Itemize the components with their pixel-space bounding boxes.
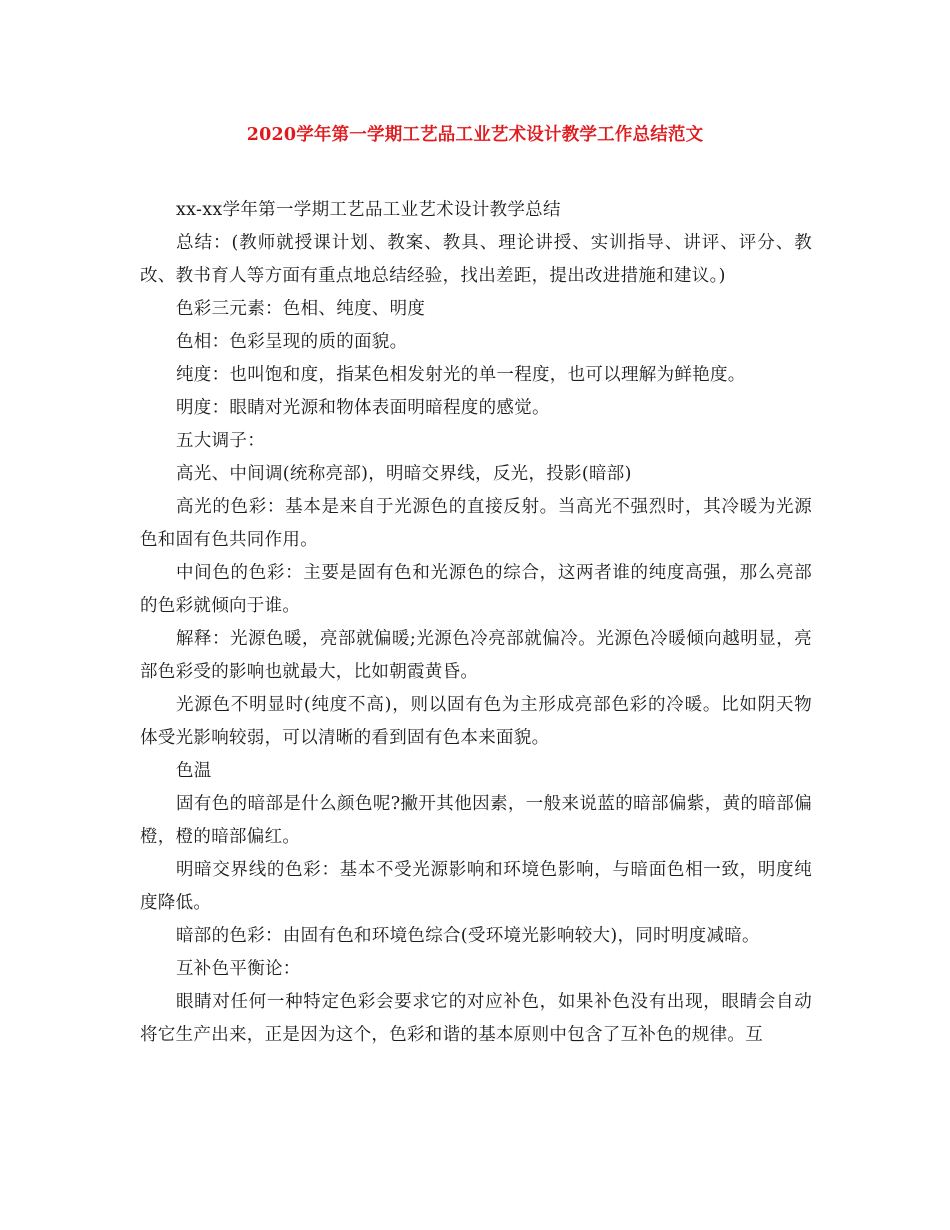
paragraph-explanation: 解释：光源色暖，亮部就偏暖;光源色冷亮部就偏冷。光源色冷暖倾向越明显，亮部色彩受的影响也就最大，比如朝霞黄昏。 xyxy=(140,629,812,682)
paragraph-dark-part-color: 暗部的色彩：由固有色和环境色综合(受环境光影响较大)，同时明度减暗。 xyxy=(176,926,760,946)
paragraph-highlight-color: 高光的色彩：基本是来自于光源色的直接反射。当高光不强烈时，其冷暖为光源色和固有色共同作用。 xyxy=(140,497,812,550)
paragraph-three-elements: 色彩三元素：色相、纯度、明度 xyxy=(176,299,426,319)
paragraph-terminator-color: 明暗交界线的色彩：基本不受光源影响和环境色影响，与暗面色相一致，明度纯度降低。 xyxy=(140,860,812,913)
paragraph-brightness: 明度：眼睛对光源和物体表面明暗程度的感觉。 xyxy=(176,398,550,418)
paragraph-weak-light-source: 光源色不明显时(纯度不高)，则以固有色为主形成亮部色彩的冷暖。比如阴天物体受光影响较弱，可以清晰的看到固有色本来面貌。 xyxy=(140,695,812,748)
paragraph-complementary-text: 眼睛对任何一种特定色彩会要求它的对应补色，如果补色没有出现，眼睛会自动将它生产出来，正是因为这个，色彩和谐的基本原则中包含了互补色的规律。互 xyxy=(140,992,812,1045)
paragraph-color-temperature: 色温 xyxy=(176,761,212,781)
document-title: 2020学年第一学期工艺品工业艺术设计教学工作总结范文 xyxy=(246,125,704,145)
paragraph-summary-note: 总结：(教师就授课计划、教案、教具、理论讲授、实训指导、讲评、评分、教改、教书育人等方面有重点地总结经验，找出差距，提出改进措施和建议。) xyxy=(140,233,812,286)
paragraph-midtone-color: 中间色的色彩：主要是固有色和光源色的综合，这两者谁的纯度高强，那么亮部的色彩就倾向于谁。 xyxy=(140,563,812,616)
paragraph-five-tones-list: 高光、中间调(统称亮部)，明暗交界线，反光，投影(暗部) xyxy=(176,464,632,484)
paragraph-semester-summary: xx-xx学年第一学期工艺品工业艺术设计教学总结 xyxy=(176,200,561,220)
paragraph-five-tones-heading: 五大调子： xyxy=(176,431,265,451)
paragraph-shadow-color: 固有色的暗部是什么颜色呢?撇开其他因素，一般来说蓝的暗部偏紫，黄的暗部偏橙，橙的暗部偏红。 xyxy=(140,794,812,847)
paragraph-complementary-heading: 互补色平衡论： xyxy=(176,959,301,979)
document-body xyxy=(140,194,812,1052)
paragraph-saturation: 纯度：也叫饱和度，指某色相发射光的单一程度，也可以理解为鲜艳度。 xyxy=(176,365,746,385)
paragraph-hue: 色相：色彩呈现的质的面貌。 xyxy=(176,332,408,352)
